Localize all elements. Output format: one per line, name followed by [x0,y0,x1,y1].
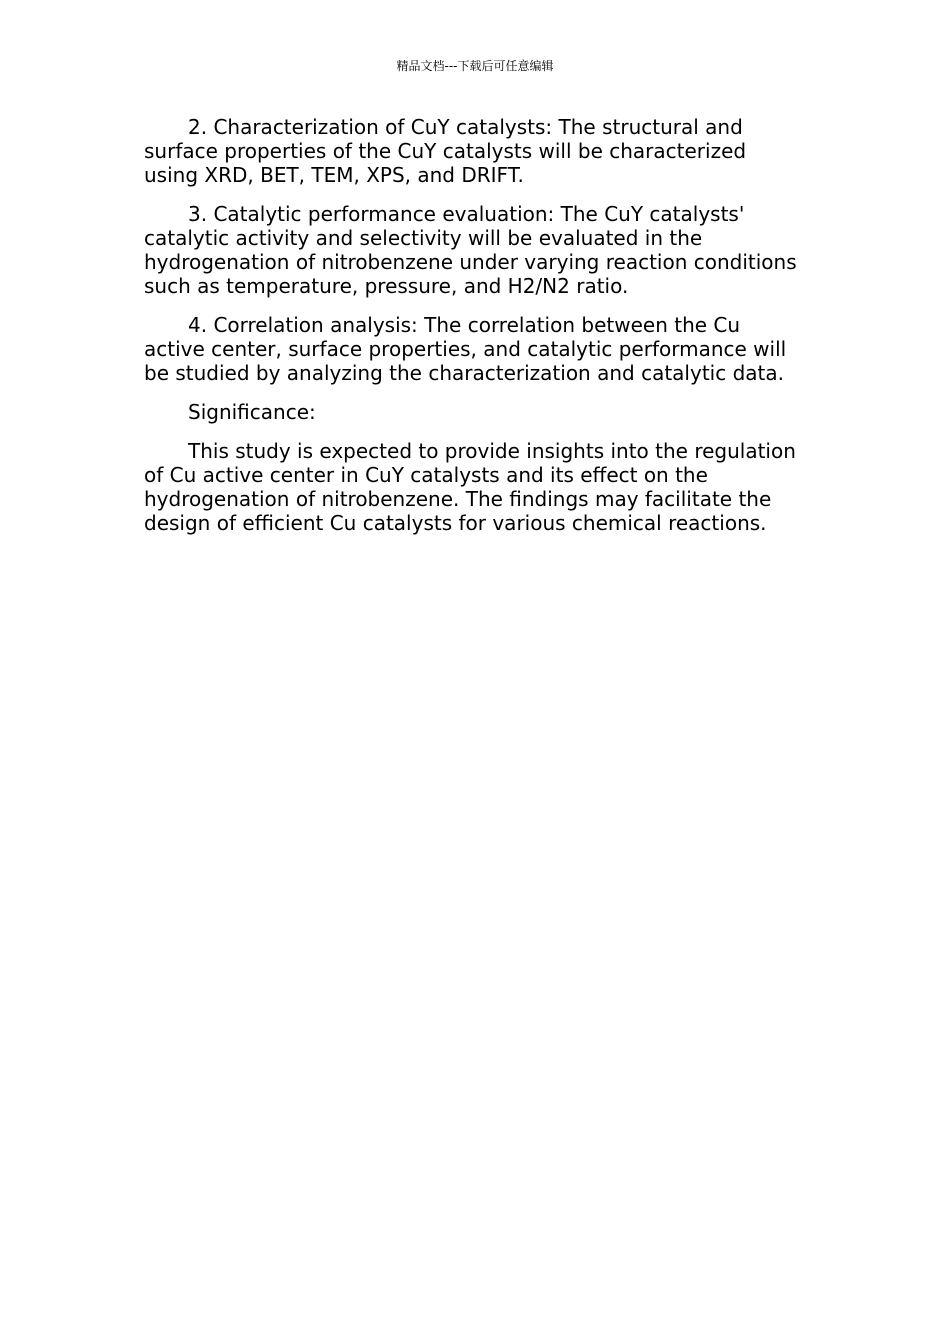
page-header: 精品文档---下载后可任意编辑 [396,59,554,73]
paragraph-catalytic-evaluation: 3. Catalytic performance evaluation: The CuY catalysts' catalytic activity and selectivity will be evaluated in the hydrogenation of nitrobenzene under varying reaction conditions such as temperature, pressure, and H2/N2 ratio. [144,202,797,298]
paragraph-significance: This study is expected to provide insights into the regulation of Cu active center in CuY catalysts and its effect on the hydrogenation of nitrobenzene. The findings may facilitate the design of efficient Cu catalysts for various chemical reactions. [144,439,796,535]
paragraph-correlation-analysis: 4. Correlation analysis: The correlation between the Cu active center, surface properties, and catalytic performance will be studied by analyzing the characterization and catalytic data. [144,313,787,385]
paragraph-characterization: 2. Characterization of CuY catalysts: The structural and surface properties of the CuY catalysts will be characterized using XRD, BET, TEM, XPS, and DRIFT. [144,115,747,187]
section-heading-significance: Significance: [188,400,316,424]
document-body [144,115,806,550]
